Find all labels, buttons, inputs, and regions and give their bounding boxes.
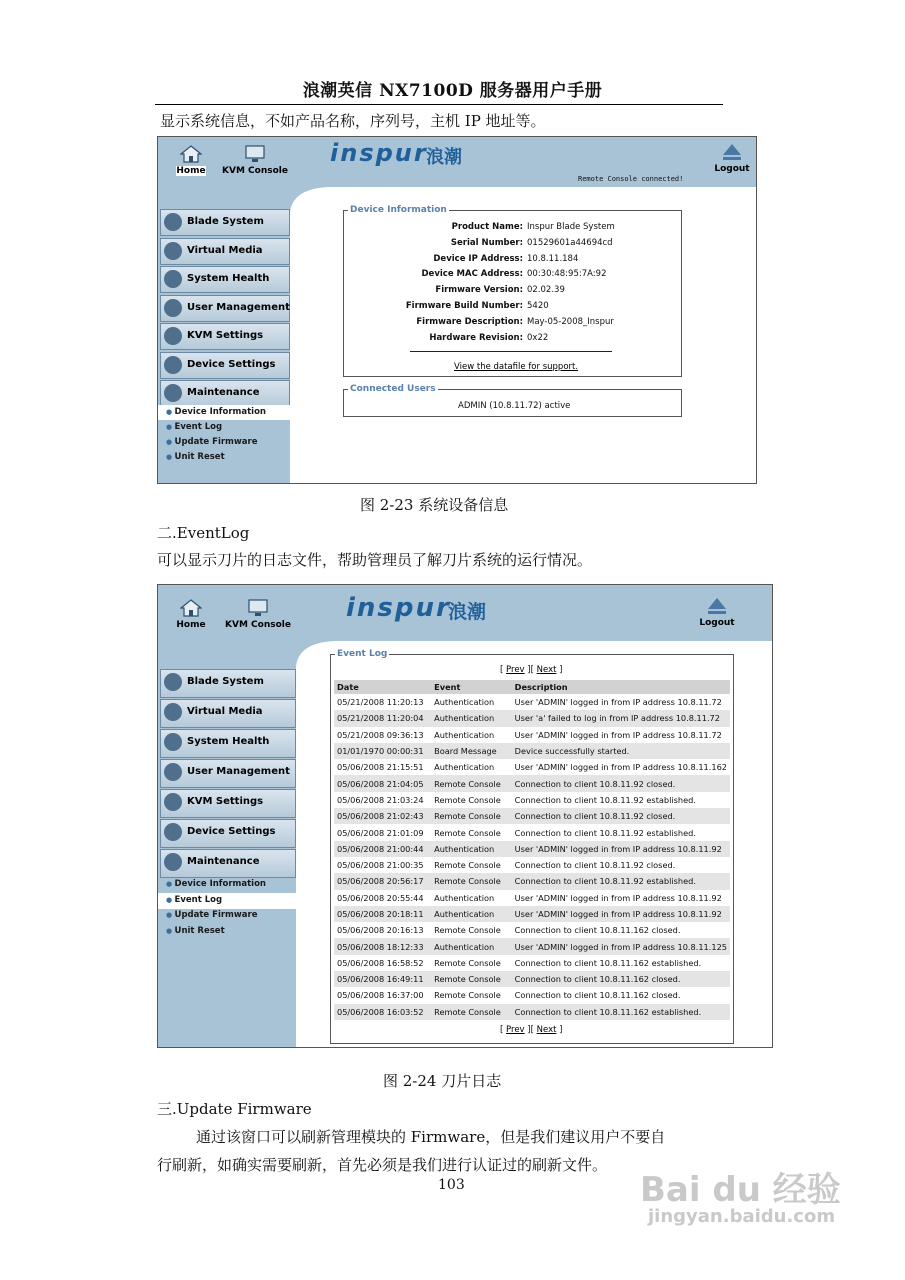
- info-label: Product Name:: [451, 222, 523, 232]
- figure2-caption: 图 2-24 刀片日志: [383, 1072, 502, 1090]
- table-cell: Connection to client 10.8.11.92 closed.: [512, 775, 730, 791]
- nav-label: Blade System: [187, 676, 264, 687]
- table-cell: 05/06/2008 20:18:11: [334, 906, 431, 922]
- inspur-logo-cn: 浪潮: [426, 147, 462, 168]
- figure1-caption: 图 2-23 系统设备信息: [360, 496, 509, 514]
- nav-icon: [164, 733, 182, 751]
- home-icon: [180, 145, 202, 163]
- table-cell: Remote Console: [434, 827, 501, 838]
- nav-label: Blade System: [187, 216, 264, 227]
- nav-device-settings[interactable]: [160, 819, 296, 848]
- table-cell: Authentication: [434, 762, 495, 773]
- nav-icon: [164, 673, 182, 691]
- subnav-event-log[interactable]: ● Event Log: [166, 422, 222, 432]
- table-cell: User 'ADMIN' logged in from IP address 10.8.11.92: [514, 892, 722, 903]
- table-row: [334, 727, 730, 743]
- nav-icon: [164, 793, 182, 811]
- subnav-device-information[interactable]: ● Device Information: [166, 879, 266, 889]
- nav-label: Maintenance: [187, 387, 260, 398]
- event-log-table: [334, 680, 730, 1020]
- device-info-screenshot: [157, 136, 757, 484]
- nav-icon: [164, 213, 182, 231]
- table-cell: Connection to client 10.8.11.92 established.: [514, 794, 696, 805]
- table-row: [334, 890, 730, 906]
- status-text: Remote Console connected!: [578, 175, 684, 183]
- table-cell: 05/06/2008 21:00:35: [337, 860, 424, 871]
- section3-text-line1: 通过该窗口可以刷新管理模块的 Firmware，但是我们建议用户不要自: [196, 1128, 666, 1146]
- table-cell: Remote Console: [431, 1004, 512, 1020]
- table-cell: 05/06/2008 18:12:33: [334, 938, 431, 954]
- table-cell: User 'a' failed to log in from IP address 10.8.11.72: [512, 710, 730, 726]
- table-row: [334, 824, 730, 840]
- subnav-unit-reset[interactable]: ● Unit Reset: [166, 452, 225, 462]
- nav-icon: [164, 270, 182, 288]
- table-cell: 05/06/2008 16:58:52: [337, 957, 424, 968]
- info-value: 10.8.11.184: [527, 253, 579, 264]
- info-label: Device IP Address:: [433, 253, 523, 264]
- datafile-link[interactable]: View the datafile for support.: [454, 362, 579, 372]
- nav-user-management[interactable]: [160, 759, 296, 788]
- event-log-legend: Event Log: [337, 649, 388, 659]
- table-cell: 05/06/2008 21:15:51: [337, 762, 424, 773]
- nav-user-management[interactable]: [160, 295, 290, 322]
- pager-prev-bottom[interactable]: Prev: [506, 1025, 525, 1035]
- header-rule: [155, 104, 723, 105]
- inspur-logo: inspur: [330, 139, 428, 167]
- page-number: 103: [438, 1177, 465, 1193]
- table-cell: Connection to client 10.8.11.92 closed.: [512, 808, 730, 824]
- table-cell: Authentication: [431, 938, 512, 954]
- table-cell: 05/06/2008 21:04:05: [334, 775, 431, 791]
- inspur-logo: inspur: [346, 593, 451, 623]
- table-cell: 05/06/2008 20:56:17: [334, 873, 431, 889]
- table-cell: 05/06/2008 16:03:52: [334, 1004, 431, 1020]
- table-row: [334, 1004, 730, 1020]
- table-row: [334, 710, 730, 726]
- table-row: [334, 792, 730, 808]
- table-cell: Authentication: [434, 892, 495, 903]
- table-cell: Authentication: [431, 906, 512, 922]
- table-row: [334, 971, 730, 987]
- table-row: [334, 775, 730, 791]
- table-cell: 05/06/2008 21:02:43: [334, 808, 431, 824]
- document-header: 浪潮英信 NX7100D 服务器用户手册: [302, 81, 603, 101]
- logout-label: Logout: [714, 164, 750, 174]
- pager-next-top[interactable]: Next: [536, 665, 557, 675]
- table-cell: User 'ADMIN' logged in from IP address 10.8.11.92: [512, 841, 730, 857]
- nav-label: KVM Settings: [187, 796, 264, 807]
- info-label: Hardware Revision:: [429, 332, 523, 343]
- subnav-unit-reset[interactable]: ● Unit Reset: [166, 926, 225, 936]
- table-cell: Authentication: [434, 729, 495, 740]
- nav-maintenance[interactable]: [160, 380, 290, 407]
- table-cell: User 'ADMIN' logged in from IP address 10.8.11.92: [512, 906, 730, 922]
- table-cell: User 'ADMIN' logged in from IP address 10.8.11.125: [512, 938, 730, 954]
- nav-label: Maintenance: [187, 856, 260, 867]
- logout-nav[interactable]: [696, 597, 738, 628]
- table-cell: Authentication: [434, 697, 495, 708]
- table-row: [334, 922, 730, 938]
- kvm-console-nav[interactable]: [222, 145, 288, 176]
- table-cell: 05/06/2008 21:03:24: [337, 794, 424, 805]
- nav-blade-system[interactable]: [160, 209, 290, 236]
- table-cell: Remote Console: [431, 873, 512, 889]
- logout-label: Logout: [699, 618, 735, 628]
- home-label: Home: [176, 166, 206, 176]
- nav-system-health[interactable]: [160, 266, 290, 293]
- table-row: [334, 857, 730, 873]
- inspur-logo-cn: 浪潮: [448, 601, 487, 623]
- table-cell: Remote Console: [434, 925, 501, 936]
- eject-icon: [706, 597, 728, 615]
- nav-icon: [164, 853, 182, 871]
- home-nav[interactable]: [174, 599, 208, 630]
- table-cell: Connection to client 10.8.11.162 established.: [514, 957, 702, 968]
- table-cell: Connection to client 10.8.11.162 closed.: [514, 925, 681, 936]
- table-cell: User 'ADMIN' logged in from IP address 10.8.11.162: [514, 762, 727, 773]
- nav-system-health[interactable]: [160, 729, 296, 758]
- nav-label: User Management: [187, 766, 290, 777]
- info-value: May-05-2008_Inspur: [527, 316, 614, 327]
- table-cell: 01/01/1970 00:00:31: [334, 743, 431, 759]
- table-cell: Authentication: [431, 710, 512, 726]
- nav-blade-system[interactable]: [160, 669, 296, 698]
- info-value: 00:30:48:95:7A:92: [527, 269, 607, 280]
- table-cell: 05/06/2008 20:55:44: [337, 892, 424, 903]
- sidebar-curve: [288, 183, 348, 213]
- table-cell: Connection to client 10.8.11.162 closed.: [514, 990, 681, 1001]
- nav-kvm-settings[interactable]: [160, 323, 290, 350]
- table-cell: 05/06/2008 21:00:44: [334, 841, 431, 857]
- info-value: 01529601a44694cd: [527, 237, 613, 248]
- connected-users-legend: Connected Users: [350, 384, 436, 394]
- table-cell: User 'ADMIN' logged in from IP address 10.8.11.72: [514, 697, 722, 708]
- table-row: [334, 906, 730, 922]
- kvm-console-nav[interactable]: [224, 599, 292, 630]
- table-row: [334, 743, 730, 759]
- eject-icon: [721, 143, 743, 161]
- nav-icon: [164, 763, 182, 781]
- nav-icon: [164, 242, 182, 260]
- table-cell: Board Message: [431, 743, 512, 759]
- nav-virtual-media[interactable]: [160, 238, 290, 265]
- home-icon: [180, 599, 202, 617]
- table-cell: 05/06/2008 16:49:11: [334, 971, 431, 987]
- nav-icon: [164, 823, 182, 841]
- nav-icon: [164, 384, 182, 402]
- home-label: Home: [176, 620, 206, 630]
- table-cell: 05/06/2008 16:37:00: [337, 990, 424, 1001]
- table-cell: Remote Console: [431, 971, 512, 987]
- table-cell: Remote Console: [431, 775, 512, 791]
- kvm-console-label: KVM Console: [222, 166, 288, 176]
- nav-label: User Management: [187, 301, 290, 313]
- connected-user: ADMIN (10.8.11.72) active: [458, 401, 571, 411]
- table-cell: Device successfully started.: [512, 743, 730, 759]
- table-row: [334, 759, 730, 775]
- info-label: Firmware Build Number:: [405, 301, 523, 311]
- table-cell: Remote Console: [434, 990, 501, 1001]
- pager-bottom: [ Prev ][ Next ]: [500, 1025, 563, 1035]
- table-cell: 05/06/2008 20:16:13: [337, 925, 424, 936]
- info-value: 5420: [527, 301, 549, 311]
- pager-prev-top[interactable]: Prev: [506, 665, 525, 675]
- home-nav[interactable]: [174, 145, 208, 176]
- pager-next-bottom[interactable]: Next: [536, 1025, 557, 1035]
- table-row: [334, 841, 730, 857]
- table-row: [334, 938, 730, 954]
- table-cell: Remote Console: [434, 957, 501, 968]
- table-cell: User 'ADMIN' logged in from IP address 10.8.11.72: [514, 729, 722, 740]
- column-header: Date: [334, 680, 431, 694]
- table-cell: Remote Console: [431, 808, 512, 824]
- nav-device-settings[interactable]: [160, 352, 290, 379]
- info-value: 02.02.39: [527, 285, 565, 296]
- info-label: Firmware Version:: [435, 285, 523, 296]
- nav-maintenance[interactable]: [160, 849, 296, 878]
- table-cell: Connection to client 10.8.11.162 closed.: [512, 971, 730, 987]
- table-cell: 05/21/2008 09:36:13: [337, 729, 424, 740]
- nav-label: System Health: [187, 273, 270, 284]
- subnav-update-firmware[interactable]: ● Update Firmware: [166, 910, 257, 920]
- nav-icon: [164, 299, 182, 317]
- monitor-icon: [247, 599, 269, 617]
- nav-label: System Health: [187, 736, 270, 747]
- table-row: [334, 808, 730, 824]
- info-divider: [410, 351, 612, 352]
- table-cell: 05/21/2008 11:20:04: [334, 710, 431, 726]
- baidu-watermark-url: jingyan.baidu.com: [648, 1206, 836, 1227]
- table-cell: Remote Console: [434, 860, 501, 871]
- subnav-event-log[interactable]: ● Event Log: [166, 895, 222, 905]
- table-cell: Authentication: [431, 841, 512, 857]
- subnav-device-information[interactable]: ● Device Information: [166, 407, 266, 417]
- info-label: Serial Number:: [450, 237, 523, 248]
- table-cell: Connection to client 10.8.11.92 established.: [512, 873, 730, 889]
- column-header: Description: [512, 680, 730, 694]
- info-value: Inspur Blade System: [527, 222, 615, 232]
- section2-heading: 二.EventLog: [157, 524, 250, 542]
- table-row: [334, 694, 730, 710]
- table-cell: Connection to client 10.8.11.162 established.: [512, 1004, 730, 1020]
- baidu-watermark: Bai du 经验: [640, 1170, 841, 1210]
- table-cell: 05/06/2008 21:01:09: [337, 827, 424, 838]
- logout-nav[interactable]: [712, 143, 752, 174]
- table-cell: Connection to client 10.8.11.92 established.: [514, 827, 696, 838]
- kvm-console-label: KVM Console: [225, 620, 291, 630]
- nav-label: Device Settings: [187, 826, 276, 837]
- table-row: [334, 873, 730, 889]
- table-cell: 05/21/2008 11:20:13: [337, 697, 424, 708]
- table-cell: Connection to client 10.8.11.92 closed.: [514, 860, 676, 871]
- event-log-screenshot: [157, 584, 773, 1048]
- table-row: [334, 987, 730, 1003]
- column-header: Event: [431, 680, 512, 694]
- section3-heading: 三.Update Firmware: [157, 1100, 312, 1118]
- pager-top: [ Prev ][ Next ]: [500, 665, 563, 675]
- nav-icon: [164, 327, 182, 345]
- info-label: Device MAC Address:: [421, 269, 523, 280]
- info-label: Firmware Description:: [416, 316, 523, 327]
- table-row: [334, 955, 730, 971]
- nav-kvm-settings[interactable]: [160, 789, 296, 818]
- device-info-legend: Device Information: [350, 205, 447, 215]
- nav-virtual-media[interactable]: [160, 699, 296, 728]
- section3-text-line2: 行刷新，如确实需要刷新，首先必须是我们进行认证过的刷新文件。: [157, 1156, 608, 1174]
- nav-label: Device Settings: [187, 358, 276, 370]
- nav-icon: [164, 356, 182, 374]
- section2-text: 可以显示刀片的日志文件，帮助管理员了解刀片系统的运行情况。: [157, 551, 593, 569]
- nav-icon: [164, 703, 182, 721]
- nav-label: Virtual Media: [187, 244, 263, 256]
- nav-label: KVM Settings: [187, 330, 264, 341]
- subnav-update-firmware[interactable]: ● Update Firmware: [166, 437, 257, 447]
- monitor-icon: [244, 145, 266, 163]
- intro-text: 显示系统信息，不如产品名称，序列号，主机 IP 地址等。: [160, 112, 546, 130]
- nav-label: Virtual Media: [187, 706, 263, 717]
- info-value: 0x22: [527, 332, 549, 343]
- table-cell: Remote Console: [434, 794, 501, 805]
